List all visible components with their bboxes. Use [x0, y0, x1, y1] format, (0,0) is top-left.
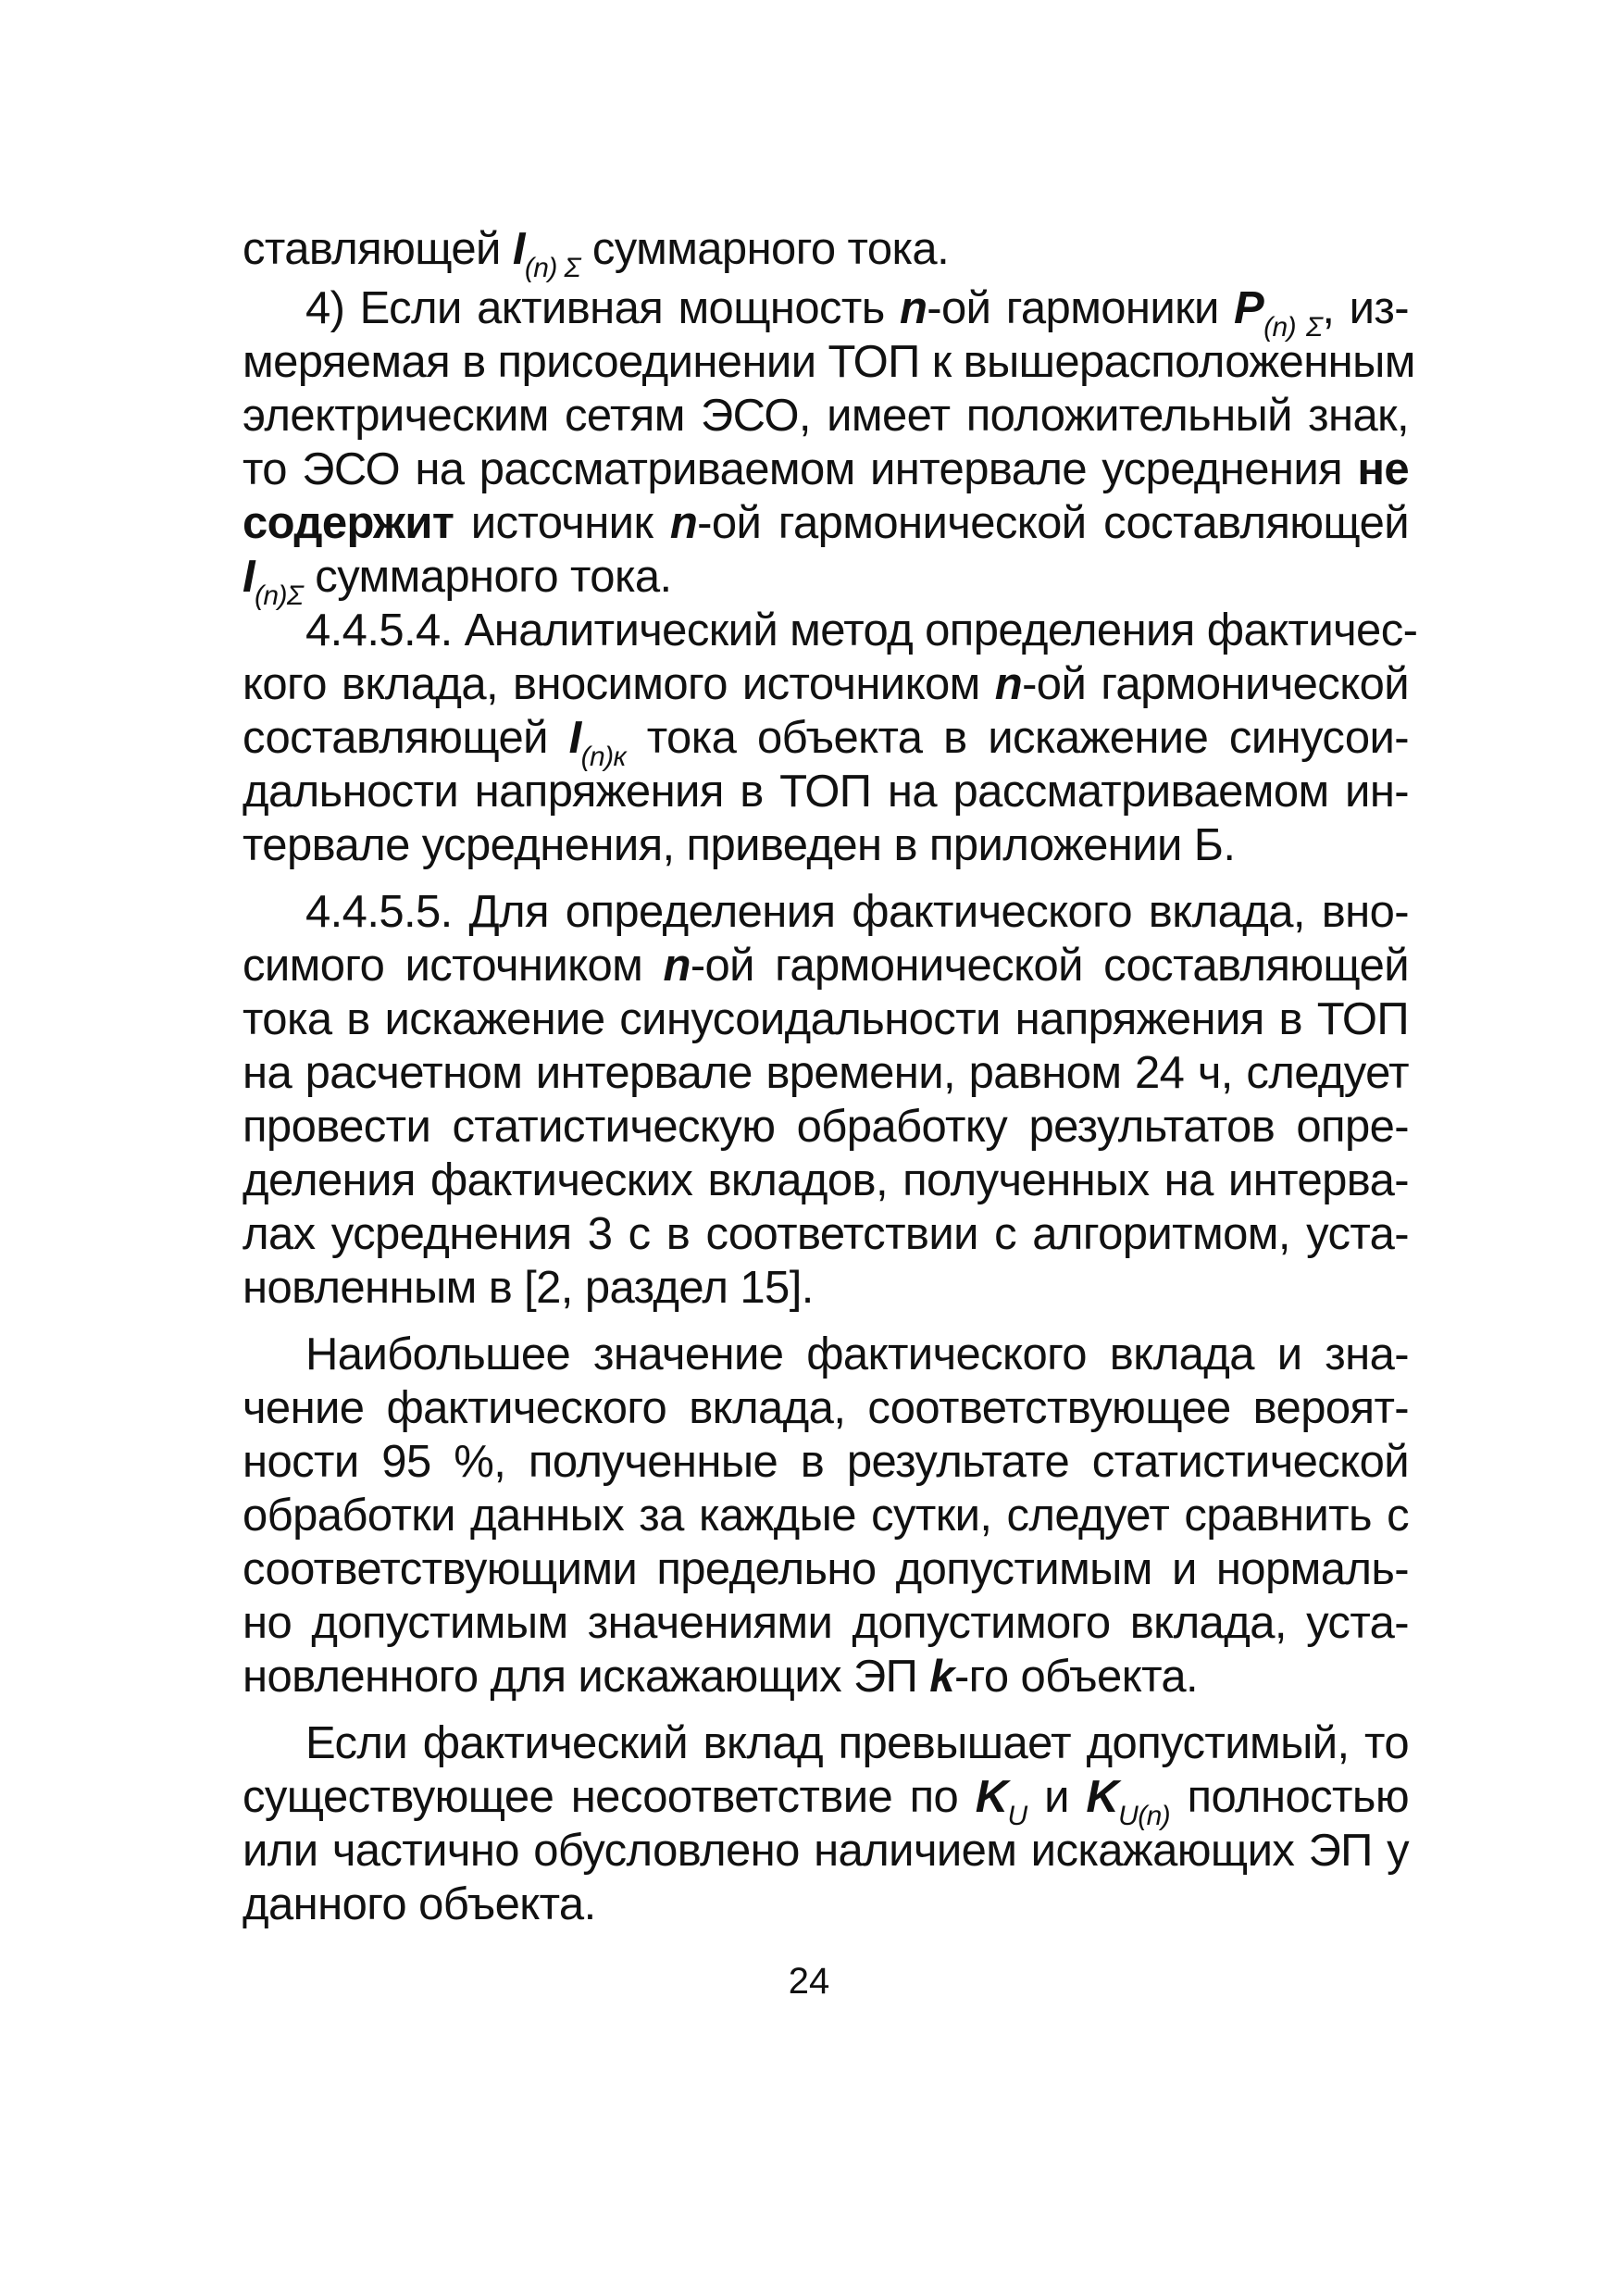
text: -ой гармонической составляющей	[697, 498, 1409, 548]
paragraph-5-line-7	[243, 1650, 1409, 1703]
power-subscript: (n) Σ	[1263, 312, 1323, 343]
paragraph-4-line-7: лах усреднения 3 с в соответствии с алгоритмом, уста-	[243, 1209, 1409, 1259]
paragraph-2-line-6	[243, 550, 1409, 611]
paragraph-5-line-2: чение фактического вклада, соответствующее вероят-	[243, 1383, 1409, 1433]
coefficient-subscript: U	[1007, 1801, 1027, 1831]
emphasis-text: не	[1357, 444, 1409, 494]
paragraph-3-line-3	[243, 711, 1409, 772]
text: суммарного тока.	[579, 224, 950, 274]
paragraph-2-line-2: меряемая в присоединении ТОП к вышерасположенным	[243, 337, 1415, 387]
object-index-k: k	[929, 1652, 954, 1702]
text: -ой гармонической	[1022, 659, 1410, 709]
current-subscript: (n)к	[580, 742, 627, 772]
text: -ой гармоники	[927, 283, 1235, 333]
paragraph-4-line-8: новленным в [2, раздел 15].	[243, 1263, 814, 1313]
paragraph-4-line-2	[243, 939, 1409, 992]
text: -го объекта.	[953, 1652, 1199, 1702]
paragraph-4-line-1: 4.4.5.5. Для определения фактического вклада, вно-	[305, 887, 1409, 937]
text: , из-	[1322, 283, 1409, 333]
page-body	[243, 222, 1418, 1931]
paragraph-3-line-2	[243, 657, 1409, 711]
paragraph-5-line-4: обработки данных за каждые сутки, следует сравнить с	[243, 1491, 1409, 1541]
current-subscript: (n) Σ	[524, 253, 580, 283]
text: 4) Если активная мощность	[305, 283, 900, 333]
paragraph-4-line-4: на расчетном интервале времени, равном 24 ч, следует	[243, 1048, 1409, 1098]
coefficient-symbol: K	[1086, 1772, 1119, 1822]
emphasis-text: содержит	[243, 498, 454, 548]
text: новленного для искажающих ЭП	[243, 1652, 930, 1702]
paragraph-4-line-5: провести статистическую обработку результатов опре-	[243, 1102, 1409, 1152]
text: суммарного тока.	[303, 552, 672, 602]
text: источник	[454, 498, 670, 548]
text: существующее несоответствие по	[243, 1772, 976, 1822]
paragraph-6-line-3: или частично обусловлено наличием искажающих ЭП у	[243, 1826, 1409, 1876]
harmonic-n: n	[663, 941, 691, 991]
paragraph-4-line-3: тока в искажение синусоидальности напряжения в ТОП	[243, 994, 1409, 1044]
paragraph-5-line-1: Наибольшее значение фактического вклада и зна-	[305, 1329, 1409, 1379]
text: то ЭСО на рассматриваемом интервале усреднения	[243, 444, 1358, 494]
coefficient-symbol: K	[975, 1772, 1008, 1822]
text: -ой гармонической составляющей	[690, 941, 1409, 991]
harmonic-n: n	[994, 659, 1023, 709]
paragraph-3-line-5: тервале усреднения, приведен в приложении Б.	[243, 820, 1236, 870]
paragraph-1-line-1	[243, 222, 1409, 283]
paragraph-2-line-5	[243, 496, 1409, 550]
paragraph-4-line-6: деления фактических вкладов, полученных на интерва-	[243, 1155, 1409, 1205]
coefficient-subscript: U(n)	[1118, 1801, 1171, 1831]
harmonic-n: n	[899, 283, 927, 333]
paragraph-2-line-1	[243, 281, 1409, 343]
paragraph-6-line-1: Если фактический вклад превышает допустимый, то	[305, 1718, 1409, 1768]
paragraph-2-line-4	[243, 443, 1409, 496]
text: составляющей	[243, 713, 569, 763]
harmonic-n: n	[669, 498, 698, 548]
paragraph-6-line-2	[243, 1770, 1409, 1831]
paragraph-3-line-4: дальности напряжения в ТОП на рассматриваемом ин-	[243, 767, 1409, 817]
current-symbol: I	[243, 552, 255, 602]
text: симого источником	[243, 941, 664, 991]
current-symbol: I	[568, 713, 581, 763]
current-subscript: (n)Σ	[255, 580, 304, 611]
paragraph-6-line-4: данного объекта.	[243, 1879, 596, 1929]
paragraph-5-line-6: но допустимым значениями допустимого вклада, уста-	[243, 1598, 1409, 1648]
text: ставляющей	[243, 224, 513, 274]
text: кого вклада, вносимого источником	[243, 659, 995, 709]
current-symbol: I	[512, 224, 525, 274]
text: полностью	[1170, 1772, 1409, 1822]
page-number: 24	[788, 1961, 830, 2002]
text: и	[1027, 1772, 1087, 1822]
power-symbol: P	[1234, 283, 1264, 333]
text: тока объекта в искажение синусои-	[626, 713, 1409, 763]
paragraph-2-line-3: электрическим сетям ЭСО, имеет положительный знак,	[243, 391, 1409, 441]
paragraph-5-line-3: ности 95 %, полученные в результате статистической	[243, 1437, 1409, 1487]
paragraph-5-line-5: соответствующими предельно допустимым и нормаль-	[243, 1544, 1409, 1594]
paragraph-3-line-1: 4.4.5.4. Аналитический метод определения фактичес-	[305, 605, 1418, 655]
